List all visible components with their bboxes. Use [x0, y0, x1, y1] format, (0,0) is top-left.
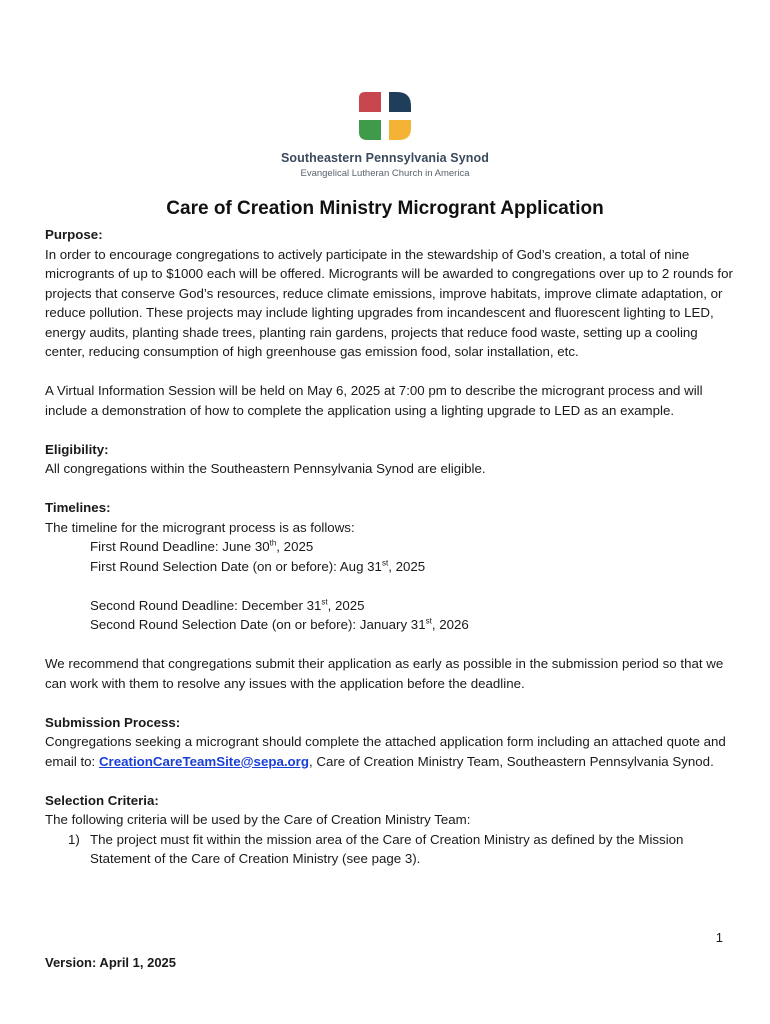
selection-intro: The following criteria will be used by the Care of Creation Ministry Team: — [45, 812, 471, 827]
selection-heading: Selection Criteria: — [45, 792, 159, 808]
purpose-heading: Purpose: — [45, 227, 103, 242]
timelines-intro: The timeline for the microgrant process is as follows: — [45, 519, 355, 535]
submission-email-link[interactable]: CreationCareTeamSite@sepa.org — [98, 753, 309, 769]
logo-quadrant-top-left — [359, 92, 381, 112]
submission-heading: Submission Process: — [45, 714, 181, 730]
logo-quadrant-top-right — [389, 92, 411, 112]
org-subtitle: Evangelical Lutheran Church in America — [300, 168, 470, 179]
logo-quadrant-bottom-left — [359, 120, 381, 140]
second-round-selection-date: Second Round Selection Date (on or before): January 31st, 2026 — [90, 616, 469, 632]
submission-text: Congregations seeking a microgrant should complete the attached application form including an attached quote and email to: CreationCareTeamSite@sepa.org, Care of Creation Ministry Team, Southeastern Pennsylvania Synod. — [45, 734, 726, 769]
first-round-selection-date: First Round Selection Date (on or before): Aug 31st, 2025 — [90, 558, 426, 574]
selection-criteria-list — [45, 830, 735, 869]
first-round-deadline: First Round Deadline: June 30th, 2025 — [90, 538, 314, 554]
page-title: Care of Creation Ministry Microgrant Application — [166, 198, 604, 219]
document-body — [45, 225, 735, 869]
second-round-deadline: Second Round Deadline: December 31st, 2025 — [90, 597, 365, 613]
timelines-recommendation: We recommend that congregations submit their application as early as possible in the submission period so that we can work with them to resolve any issues with the application before the deadline. — [45, 656, 724, 691]
logo-quadrant-bottom-right — [389, 120, 411, 140]
info-session-text: A Virtual Information Session will be held on May 6, 2025 at 7:00 pm to describe the microgrant process and will include a demonstration of how to complete the application using a lighting upgrade to LED as an example. — [45, 383, 703, 418]
synod-cross-logo — [355, 88, 415, 144]
eligibility-text: All congregations within the Southeastern Pennsylvania Synod are eligible. — [45, 461, 486, 476]
org-name: Southeastern Pennsylvania Synod — [280, 151, 490, 165]
version-label: Version: April 1, 2025 — [45, 955, 177, 970]
list-item: 1) The project must fit within the mission area of the Care of Creation Ministry as defined by the Mission Statement of the Care of Creation Ministry (see page 3). — [68, 831, 684, 866]
timelines-heading: Timelines: — [45, 500, 111, 515]
purpose-text: In order to encourage congregations to actively participate in the stewardship of God’s creation, a total of nine microgrants of up to $1000 each will be offered. Microgrants will be awarded to congregations over up to 2 rounds for projects that conserve God’s resources, reduce climate emissions, improve habitats, improve climate adaptation, or reduce pollution. These projects may include lighting upgrades from incandescent and fluorescent lighting to LED, energy audits, planting shade trees, planting rain gardens, projects that reduce food waste, setting up a cooling center, reducing consumption of high greenhouse gas emission food, solar installation, etc. — [45, 246, 733, 359]
page-number: 1 — [715, 930, 723, 945]
eligibility-heading: Eligibility: — [45, 441, 109, 457]
